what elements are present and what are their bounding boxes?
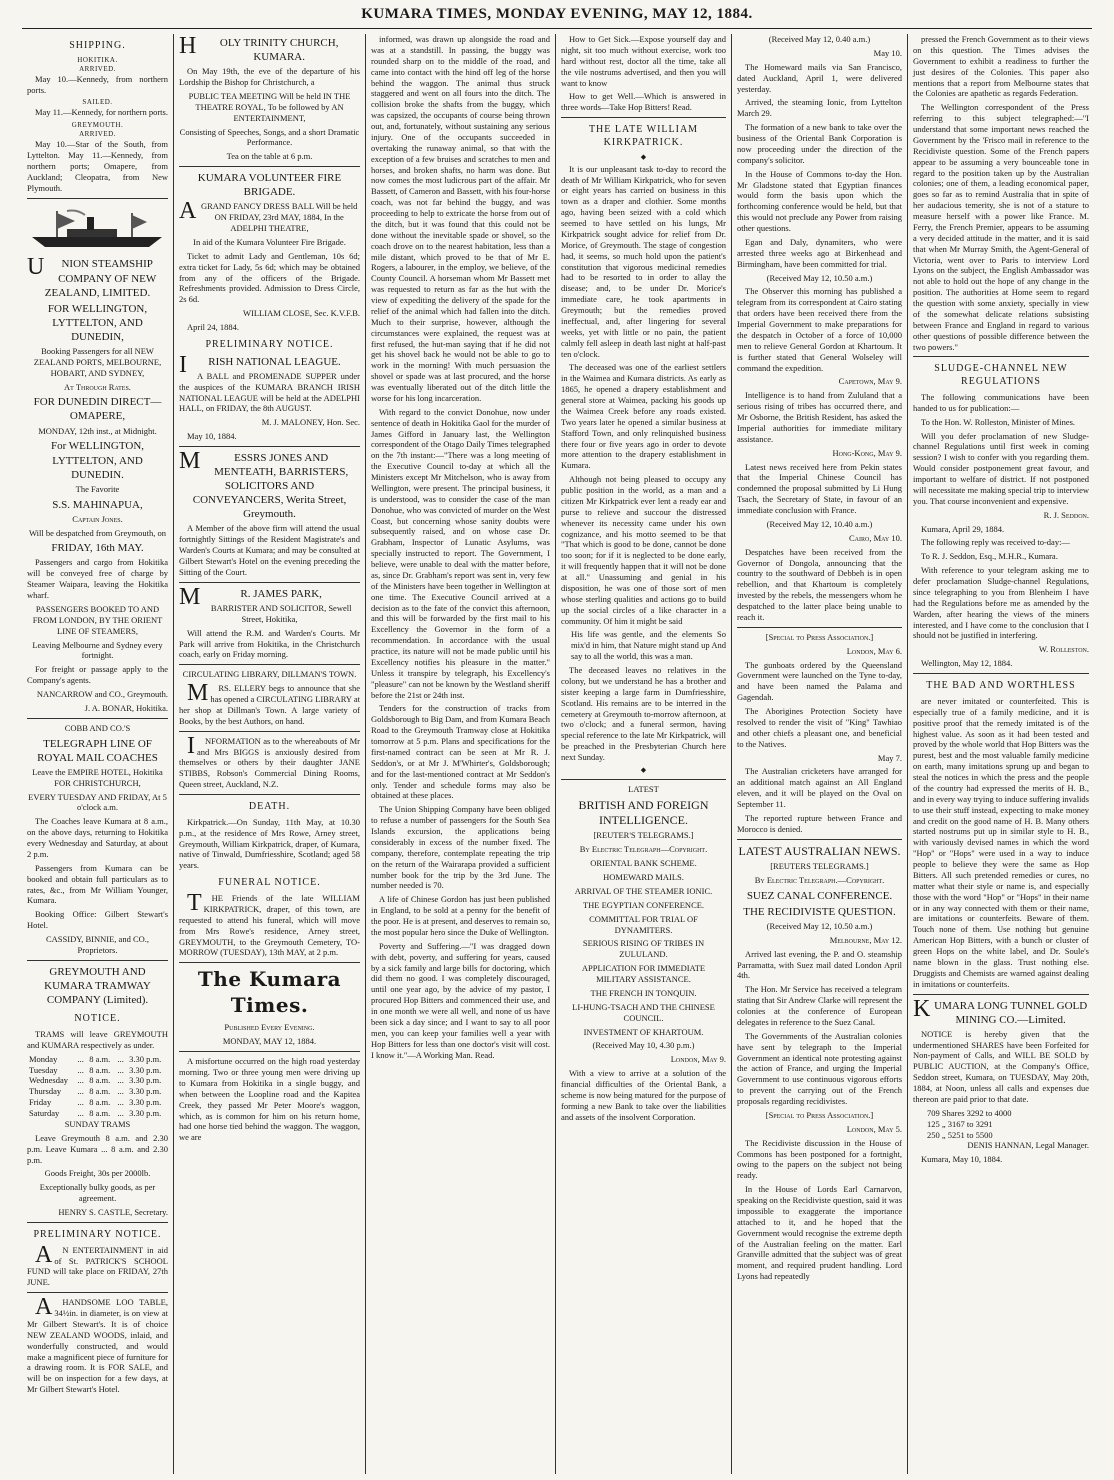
timetable-cell: ... xyxy=(117,1108,124,1119)
news-paragraph: With a view to arrive at a solution of the financial difficulties of the Oriental Bank, a scheme is now being matured for the purpose of forming a new Bank to take over the liabilities and assets of the insolvent Corporation. xyxy=(561,1068,726,1122)
divider xyxy=(179,664,360,665)
divider xyxy=(27,1222,168,1223)
timetable-cell: 3.30 p.m. xyxy=(129,1075,162,1086)
shipping-entry: May 10.—Kennedy, from northern ports. xyxy=(27,73,168,95)
arrived-label: ARRIVED. xyxy=(79,64,116,73)
masthead-rule xyxy=(22,28,1092,29)
church-heading: HOLY TRINITY CHURCH, KUMARA. xyxy=(179,34,339,64)
timetable-row xyxy=(27,1086,168,1097)
article-paragraph: informed, was drawn up alongside the road and was at a standstill. In passing, the buggy was rounded sharp on to the middle of the road, and came into contact with the hind off leg of the horse behind the waggon. The animal thus struck staggered and went on all fours into the ditch. The collision broke the shafts from the buggy, which was capsized, the occupants of course being thrown out, and, fortunately, without sustaining any serious injury. One of the occupants succeeded in overtaking the runaway animal, so that with the exception of a few bruises and scratches to men and horses, and broken shafts, no harm was done. But now comes the most ludicrous part of the affair. Mr Bassett, of Cameron and Bassett, with his four-horse coach, was not far behind the buggy, and was proceeding to help to extricate the horse from out of the ditch, but it was found that this could not be done without the inevitable spade or shovel, so the coach drove on to the nearest habitation, less than a mile distant, which proved to be that of Mr E. Rogers, a labourer, in the employ, we believe, of the County Council. A horseman whom Mr Bassett met was requested to return as far as the hut with the view of expediting the delivery of the spade for the relief of the animal which had fallen into the ditch. Much to their surprise, however, although the circumstances were explained, the request was at first refused, the hut-man saying that if he did not get his shovel back he would not be able to go to work in the morning! With much persuasion the shovel or spade was at last procured, and the horse was eventually liberated out of the ditch little the worse for his long incarceration. xyxy=(371,34,551,403)
booking-office: Booking Office: Gilbert Stewart's Hotel. xyxy=(27,909,168,931)
news-paragraph: Arrived last evening, the P. and O. steamship Parramatta, with Suez mail dated London April 4th. xyxy=(737,948,902,981)
timetable-cell: Tuesday xyxy=(29,1064,58,1075)
sunday-heading: SUNDAY TRAMS xyxy=(64,1118,131,1129)
news-headline: SERIOUS RISING OF TRIBES IN ZULULAND. xyxy=(582,938,705,960)
notice-date: May 10, 1884. xyxy=(187,431,237,442)
secretary: WILLIAM CLOSE, Sec. K.V.F.B. xyxy=(243,308,360,319)
received-time: (Received May 12, 10.50 a.m.) xyxy=(766,920,873,931)
news-headline: THE EGYPTIAN CONFERENCE. xyxy=(582,899,705,910)
timetable-cell: 8 a.m. xyxy=(89,1053,111,1064)
news-headline: LI-HUNG-TSACH AND THE CHINESE COUNCIL. xyxy=(572,1001,715,1023)
notice-date: April 24, 1884. xyxy=(187,322,239,333)
masthead: KUMARA TIMES, MONDAY EVENING, MAY 12, 1884. xyxy=(361,6,753,22)
article-paragraph: The Union Shipping Company have been obliged to refuse a number of passengers for the South Sea Islands excursion, the applications being considerably in excess of the number fixed. The company, therefore, contemplate repeating the trip on the return of the Wairarapa provided a sufficient number book for the trip by the 3rd June. The number needed is 70. xyxy=(371,804,550,891)
proprietors: CASSIDY, BINNIE, and CO., Proprietors. xyxy=(45,934,150,955)
signature: W. Rolleston. xyxy=(1038,644,1089,655)
news-paragraph: Arrived, the steaming Ionic, from Lyttelton March 29. xyxy=(737,97,902,119)
article-accident: A misfortune occurred on the high road yesterday morning. Two or three young men were driving up to Kumara from Hokitika in a single buggy, and when between the Loopline road and the Kapitea Creek, they passed Mr Peter Moore's waggon, which, as is common for him on his return home, had one horse tied behind the waggon. The waggon, we are xyxy=(179,1056,360,1143)
share-entry: 125 „ 3167 to 3291 xyxy=(927,1118,993,1129)
divider xyxy=(737,839,902,840)
timetable-cell: ... xyxy=(117,1097,124,1108)
columns xyxy=(22,34,1094,1474)
news-paragraph: The Wellington correspondent of the Press referring to this subject telegraphed:—"I understand that some important news reached the Government by the 'Frisco mail in reference to the Recidiviste question. Some of the French papers appear to be assuming a very bounceable tone in regard to the position taken up by the Australian colonies; one of them, a leading economical paper, goes so far as to remind Australia that in spite of her audacious temerity, she is not of a stature to measure herself with a power like France. M. Ferry, the French Premier, appears to be assuming a very decided attitude in the matter, and it is said that when Mr Murray Smith, the Agent-General of Victoria, went over to Paris to interview Lord Lyons on the subject, the English Ambassador was not able to hold out the hope of any change in the position. The authorities at Home seem to regard the question with some anxiety, specially in view of the somewhat delicate relations subsisting between France and England in regard to various other questions of possible difference between the two powers." xyxy=(913,102,1089,352)
obituary-verse: His life was gentle, and the elements So mix'd in him, that Nature might stand up And say to all the world, this was a man. xyxy=(571,629,726,662)
news-headline: ORIENTAL BANK SCHEME. xyxy=(590,858,697,869)
news-headline: THE FRENCH IN TONQUIN. xyxy=(590,987,697,998)
funeral-notice: THE Friends of the late WILLIAM KIRKPATRICK, draper, of this town, are requested to attend his funeral, which will move from Mrs Rowe's residence, Arney street, GREYMOUTH, to the Greymouth Cemetery, TO-MORROW (TUESDAY), 13th MAY, at 2 p.m. xyxy=(179,890,360,958)
divider xyxy=(179,962,360,963)
divider xyxy=(913,994,1089,995)
divider xyxy=(27,1292,168,1293)
news-headline: THE RECIDIVISTE QUESTION. xyxy=(743,905,896,918)
park-title: BARRISTER AND SOLICITOR, Sewell Street, Hokitika, xyxy=(210,602,352,624)
union-booking: Booking Passengers for all NEW ZEALAND PORTS, MELBOURNE, HOBART, AND SYDNEY, xyxy=(33,345,162,378)
tea-program: Consisting of Speeches, Songs, and a short Dramatic Performance. xyxy=(179,126,360,148)
news-paragraph: Despatches have been received from the Governor of Dongola, announcing that the country to the southward of Debbeh is in open rebellion, and that Khartoum is completely invested by the rebels, the messengers whom he despatched to the latter place being unable to reach it. xyxy=(737,546,902,622)
reuters-label: [REUTER'S TELEGRAMS.] xyxy=(593,830,694,841)
passengers-text: Passengers and cargo from Hokitika will be conveyed free of charge by Steamer Waipara, leaving the Hokitika wharf. xyxy=(27,557,168,601)
prelim-heading: PRELIMINARY NOTICE. xyxy=(33,1228,162,1240)
timetable-cell: ... xyxy=(117,1064,124,1075)
tunnel-heading: KUMARA LONG TUNNEL GOLD MINING CO.—Limited. xyxy=(913,995,1088,1026)
news-paragraph: The following communications have been handed to us for publication:— xyxy=(913,391,1089,413)
telegram-text: With reference to your telegram asking me to defer proclamation Sludge-channel Regulations, since telegraphing to you from Blenheim I have had the Regulations before me as amended by the Warden, after hearing the views of the miners interested, and I have come to the conclusion that I should not be justified in interfering. xyxy=(913,565,1089,641)
news-headline: INVESTMENT OF KHARTOUM. xyxy=(583,1026,704,1037)
dunedin-heading: FOR DUNEDIN DIRECT— OMAPERE, xyxy=(33,396,162,423)
irish-league-heading: IRISH NATIONAL LEAGUE. xyxy=(179,351,341,378)
ornament: ◆ xyxy=(640,152,647,161)
timetable-cell: ... xyxy=(117,1086,124,1097)
timetable-cell: ... xyxy=(117,1075,124,1086)
divider xyxy=(179,446,360,447)
timetable-cell: 8 a.m. xyxy=(89,1086,111,1097)
sludge-heading: SLUDGE-CHANNEL NEW REGULATIONS xyxy=(934,363,1068,388)
news-paragraph: The Governments of the Australian colonies have sent by telegraph to the Imperial Government an identical note protesting against the action of France, and urging the Imperial Government to use continuous vigorous efforts to prevent the carrying out of the French proposals regarding recidivistes. xyxy=(737,1030,902,1107)
telegram-text: Will you defer proclamation of new Sludge-channel Regulations until first week in coming session? I wish to confer with you regarding them. Would consider postponement great favour, and important to welfare of district. If not postponed will necessitate me making special trip to interview you. That course inconvenient and expensive. xyxy=(913,430,1089,506)
news-paragraph: The gunboats ordered by the Queensland Government were launched on the Tyne to-day, and have been named the Palama and Gagendah. xyxy=(737,659,902,703)
received-time: (Received May 10, 4.30 p.m.) xyxy=(592,1040,695,1051)
notice-date: Kumara, May 10, 1884. xyxy=(921,1154,1003,1165)
coach-text: The Coaches leave Kumara at 8 a.m., on the above days, returning to Hokitika every Wednesday and Saturday, at about 2 p.m. xyxy=(27,816,168,859)
column-3 xyxy=(366,34,556,1474)
ornament: ◆ xyxy=(640,765,647,774)
tea-time: Tea on the table at 6 p.m. xyxy=(226,151,313,162)
article-paragraph: Tenders for the construction of tracks from Goldsborough to Big Dam, and from Kumara Beach Road to the Greymouth Tramway close at Hokitika tomorrow at 5 p.m. Plans and specifications for the first-named contract can be seen at Mr R. J. Seddon's, or at Mr J. M'Whirter's, Goldsborough; and for the last-mentioned contract at Mr Seddon's only. Tender and schedule forms may also be obtained at these places. xyxy=(371,703,550,801)
death-heading: DEATH. xyxy=(248,801,291,813)
telegram-date: Kumara, April 29, 1884. xyxy=(921,523,1005,534)
divider xyxy=(179,582,360,583)
port-label: HOKITIKA. xyxy=(77,55,118,64)
obituary-heading: THE LATE WILLIAM KIRKPATRICK. xyxy=(588,124,699,148)
hop-bitters-heading: THE BAD AND WORTHLESS xyxy=(926,680,1076,692)
dateline: Melbourne, May 12. xyxy=(829,934,902,945)
news-paragraph: In the House of Lords Earl Carnarvon, speaking on the Recidiviste question, said it was impossible to exaggerate the importance attached to it, and he hoped that the Government would recognise the extreme depth of the Australian feeling on the matter. Earl Granville admitted that the subject was of great moment, and required prudent handling. Lord Lyons had repeatedly xyxy=(737,1184,902,1282)
obituary-paragraph: The deceased leaves no relatives in the colony, but we understand he has a brother and sister keeping a large farm in Dumfriesshire, Scotland. His remains are to be interred in the cemetery at Greymouth to-morrow afternoon, at two o'clock; and a funeral sermon, having special reference to the late Mr Kirkpatrick, will be preached in the Presbyterian Church here next Sunday. xyxy=(561,665,726,763)
port-label: GREYMOUTH. xyxy=(71,121,124,130)
ball-notice: AGRAND FANCY DRESS BALL Will be held ON FRIDAY, 23rd MAY, 1884, In the ADELPHI THEATRE, xyxy=(179,198,358,234)
timetable-cell: 8 a.m. xyxy=(89,1075,111,1086)
article-paragraph: How to Get Sick.—Expose yourself day and night, sit too much without exercise, work too hard without rest, doctor all the time, take all the vile nostrums advertised, and then you will want to know xyxy=(561,34,726,88)
steamship-icon xyxy=(27,207,167,249)
legal-manager: DENIS HANNAN, Legal Manager. xyxy=(967,1140,1089,1151)
column-5 xyxy=(732,34,908,1474)
timetable-cell: Thursday xyxy=(29,1086,62,1097)
special-label: [Special to Press Association.] xyxy=(765,1109,874,1120)
timetable-cell: Friday xyxy=(29,1097,52,1108)
timetable-cell: 3.30 p.m. xyxy=(129,1108,162,1119)
hop-bitters-text: are never imitated or counterfeited. This is especially true of a family medicine, and it is positive proof that the remedy imitated is of the highest value. As soon as it had been tested and proved by the whole world that Hop Bitters was the purest, best and the most valuable family medicine on earth, many imitations sprung up and began to steal the notices in which the press and the people of the country had expressed the merits of H. B., and in every way trying to induce suffering invalids to use their stuff instead, expecting to make money and credit on the good name of H. B. Many others started nostrums put up in similar style to H. B., with variously devised names in which the word "Hop" or "Hops" were used in a way to induce people to believe they were the same as Hop Bitters. All such pretended remedies or cures, no matter what their style or name is, and especially those with the word "Hop" or "Hops" in their name or in any way connected with them or their name, are imitations or counterfeits. Beware of them. Touch none of them. Use nothing but genuine American Hop Bitters, with a bunch or cluster of green Hops on the white label, and Dr. Soule's name blown in the glass. Trust nothing else. Druggists and Chemists are warned against dealing in imitations or counterfeits. xyxy=(913,695,1089,989)
copyright-label: By Electric Telegraph—Copyright. xyxy=(579,844,708,855)
timetable-cell: Saturday xyxy=(29,1108,60,1119)
latest-label: LATEST xyxy=(628,783,659,794)
news-paragraph: The Homeward mails via San Francisco, dated Auckland, April 1, were delivered yesterday. xyxy=(737,61,902,94)
tramway-heading: GREYMOUTH AND KUMARA TRAMWAY COMPANY (Limited). xyxy=(44,965,151,1007)
coach-days: EVERY TUESDAY AND FRIDAY, At 5 o'clock a.m. xyxy=(28,791,167,813)
intelligence-heading: BRITISH AND FOREIGN INTELLIGENCE. xyxy=(578,797,709,828)
australian-heading: LATEST AUSTRALIAN NEWS. xyxy=(738,843,901,858)
divider xyxy=(561,779,726,780)
timetable-cell: ... xyxy=(117,1053,124,1064)
sailed-label: SAILED. xyxy=(82,98,113,107)
secretary: M. J. MALONEY, Hon. Sec. xyxy=(261,417,360,428)
coach-departure: Leave the EMPIRE HOTEL, Hokitika FOR CHRISTCHURCH, xyxy=(32,766,163,788)
dateline: Capetown, May 9. xyxy=(838,376,902,387)
timetable-cell: 3.30 p.m. xyxy=(129,1064,162,1075)
news-paragraph: Latest news received here from Pekin states that the Imperial Chinese Council has condemned the proposal submitted by Li Hung Tsach, the Secretary of State, in favour of an immediate conclusion with France. xyxy=(737,461,902,515)
timetable-row xyxy=(27,1054,168,1065)
divider xyxy=(27,960,168,961)
share-entry: 250 „ 5251 to 5500 xyxy=(927,1129,993,1140)
news-paragraph: The Recidiviste discussion in the House of Commons has been postponed for a fortnight, owing to the papers on the subject not being ready. xyxy=(737,1137,902,1181)
dateline: Cairo, May 10. xyxy=(848,532,902,543)
agent-name: J. A. BONAR, Hokitika. xyxy=(84,702,168,713)
secretary: HENRY S. CASTLE, Secretary. xyxy=(58,1207,168,1218)
goods-freight: Goods Freight, 30s per 2000lb. xyxy=(44,1168,151,1179)
arrived-label: ARRIVED. xyxy=(79,130,116,139)
ship-name: S.S. MAHINAPUA, xyxy=(52,498,143,511)
trams-text: TRAMS will leave GREYMOUTH and KUMARA respectively as under. xyxy=(27,1028,168,1050)
divider xyxy=(561,117,726,118)
news-paragraph: Intelligence is to hand from Zululand that a serious rising of tribes has occurred there, and Mr Osborne, the British Resident, has asked the Imperial authorities for immediate military assistance. xyxy=(737,390,902,444)
news-paragraph: Egan and Daly, dynamiters, who were arrested three weeks ago at Birkenhead and Birmingham, have been committed for trial. xyxy=(737,236,902,269)
tea-meeting: PUBLIC TEA MEETING Will be held IN THE THEATRE ROYAL, To be followed by AN ENTERTAINMENT, xyxy=(188,90,351,123)
shipping-entry: May 11.—Kennedy, for northern ports. xyxy=(35,107,168,118)
divider xyxy=(913,673,1089,674)
news-headline: ARRIVAL OF THE STEAMER IONIC. xyxy=(574,885,713,896)
fire-brigade-heading: KUMARA VOLUNTEER FIRE BRIGADE. xyxy=(197,172,342,199)
paper-title: The Kumara Times. xyxy=(197,967,342,1017)
news-headline: HOMEWARD MAILS. xyxy=(603,872,684,883)
news-headline: APPLICATION FOR IMMEDIATE MILITARY ASSISTANCE. xyxy=(581,963,706,985)
article-paragraph: With regard to the convict Donohue, now under sentence of death in Hokitika Gaol for the murder of James Gifford in January last, the Wellington correspondent of the Otago Daily Times telegraphed on the 7th instant:—"There was a long meeting of the Executive Council to-day at which all the Ministers except Mr Mitchelson, who is away from Wellington, were present. The principal business, it is understood, was to consider the case of the man Donohue, who was convicted of murder on the West Coast, but concerning whose sanity doubts were subsequently raised, and on whose case Dr. Grabham, Inspector of Lunatic Asylums, was specially instructed to report. The Government, I believe, were unable to deal with the matter before, as, since Dr. Grabham's report was sent in, very few of the Ministers have been together in Wellington at one time. The Executive Council arrived at a decision as to the fate of the convict this afternoon, and this will be forwarded by the first mail to his Excellency the Governor in the form of a recommendation. In accordance with the usual practice, its nature will not be made public until his Excellency notifies his pleasure in the matter." Unless it transpire by telegraph, his Excellency's "pleasure" can not be known by the Westland sheriff before the 21st or 24th inst. xyxy=(371,406,550,700)
timetable-row xyxy=(27,1075,168,1086)
article-paragraph: A life of Chinese Gordon has just been published in England, to be sold at a penny for the benefit of the poor. He is at present, and deserves to remain so, the most popular hero since the Duke of Wellington. xyxy=(371,894,550,937)
obituary-paragraph: The deceased was one of the earliest settlers in the Waimea and Kumara districts. As early as 1865, he opened a drapery establishment and general store at Waimea, packing his goods up the Waimea Creek before any roads existed. Two years later he opened a similar business at Stafford Town, and only relinquished business there four or five years ago in order to devote more attention to the drapery establishment in Kumara. xyxy=(561,362,726,471)
column-1 xyxy=(22,34,174,1474)
divider xyxy=(27,718,168,719)
divider xyxy=(179,731,360,732)
news-paragraph: The Observer this morning has published a telegram from its correspondent at Cairo stating that orders have been received there from the Imperial Government to make preparations for the despatch in October of a force of 10,000 men to relieve General Gordon at Khartoum. It is further stated that General Wolseley will command the expedition. xyxy=(737,286,902,373)
tunnel-notice: NOTICE is hereby given that the undermentioned SHARES have been Forfeited for Non-payment of Calls, and WILL BE SOLD by PUBLIC AUCTION, at the Company's Office, Seddon street, Kumara, on TUESDAY, May 20th, 1884, at Noon, unless all calls and expenses due thereon are paid prior to that date. xyxy=(913,1028,1089,1104)
dateline: Hong-Kong, May 9. xyxy=(832,447,902,458)
news-headline: SUEZ CANAL CONFERENCE. xyxy=(746,889,893,902)
dateline: May 10. xyxy=(873,47,902,58)
freight-text: For freight or passage apply to the Company's agents. xyxy=(27,664,168,686)
telegram-date: Wellington, May 12, 1884. xyxy=(921,658,1013,669)
church-text: On May 19th, the eve of the departure of his Lordship the Bishop for Christchurch, a xyxy=(179,66,360,88)
news-paragraph: The Australian cricketers have arranged for an additional match against an All England eleven, and it will be played on the Oval on September 11. xyxy=(737,766,902,809)
library-heading: CIRCULATING LIBRARY, DILLMAN'S TOWN. xyxy=(182,669,357,680)
union-heading: UNION STEAMSHIP COMPANY OF NEW ZEALAND, LIMITED. xyxy=(27,254,157,299)
despatch-date: FRIDAY, 16th MAY. xyxy=(51,542,144,555)
divider xyxy=(913,356,1089,357)
timetable-cell: Monday xyxy=(29,1053,58,1064)
divider xyxy=(179,166,360,167)
dateline: London, May 9. xyxy=(670,1054,726,1065)
timetable-row xyxy=(27,1065,168,1076)
article-paragraph: Poverty and Suffering.—"I was dragged down with debt, poverty, and suffering for years, caused by a sick family and large bills for doctoring, which did them no good. I was completely discouraged, until one year ago, by the advice of my pastor, I procured Hop Bitters and commenced their use, and in one month we were all well, and none of us have been sick a day since; and I want to say to all poor men, you can keep your families well a year with Hop Bitters for less than one doctor's visit will cost. I know it."—A Working Man. Read. xyxy=(371,940,550,1060)
tram-timetable xyxy=(27,1054,168,1119)
park-heading: MR. JAMES PARK, xyxy=(179,583,322,610)
copyright-label: By Electric Telegraph.—Copyright. xyxy=(754,874,885,885)
notice-heading: NOTICE. xyxy=(74,1013,121,1025)
news-paragraph: The Hon. Mr Service has received a telegram stating that Sir Andrew Clarke will represent the colonies at the conference of European delegates in reference to the Suez Canal. xyxy=(737,984,902,1027)
timetable-cell: 3.30 p.m. xyxy=(129,1086,162,1097)
news-headline: COMMITTAL FOR TRIAL OF DYNAMITERS. xyxy=(589,913,698,935)
column-2 xyxy=(174,34,366,1474)
death-notice: Kirkpatrick.—On Sunday, 11th May, at 10.30 p.m., at the residence of Mrs Rowe, Arney street, Greymouth, William Kirkpatrick, draper, of Kumara, native of Tinwald, Dumfriesshire, Scotland; aged 58 years. xyxy=(179,816,360,871)
union-routes: FOR WELLINGTON, LYTTELTON, AND DUNEDIN, xyxy=(47,302,148,343)
timetable-cell: ... xyxy=(77,1075,84,1086)
timetable-row xyxy=(27,1108,168,1119)
timetable-cell: 3.30 p.m. xyxy=(129,1097,162,1108)
solicitors-text: A Member of the above firm will attend the usual fortnightly Sittings of the Resident Magistrate's and Warden's Courts at Kumara; and may be consulted at Gilbert Stewart's Hotel on the evening preceding the Sitting of the Court. xyxy=(179,523,360,577)
dunedin-date: MONDAY, 12th inst., at Midnight. xyxy=(38,425,157,436)
timetable-cell: 3.30 p.m. xyxy=(129,1053,162,1064)
reuters-label: [REUTERS TELEGRAMS.] xyxy=(770,860,869,871)
loo-table-notice: AHANDSOME LOO TABLE, 34½in. in diameter, is on view at Mr Gilbert Stewart's. It is of choice NEW ZEALAND WOODS, inlaid, and wonderfully constructed, and would make a magnificent piece of furniture for a drawing room. It is FOR SALE, and will be on inspection for a few days, at Mr Gilbert Stewart's Hotel. xyxy=(27,1294,168,1395)
share-list xyxy=(913,1108,1089,1141)
orient-line: PASSENGERS BOOKED TO AND FROM LONDON, BY THE ORIENT LINE OF STEAMERS, xyxy=(32,603,163,636)
share-entry: 709 Shares 3292 to 4000 xyxy=(927,1107,1012,1118)
timetable-cell: ... xyxy=(77,1064,84,1075)
captain-name: Captain Jones. xyxy=(72,513,123,524)
signature: R. J. Seddon. xyxy=(1043,509,1089,520)
divider xyxy=(27,198,168,199)
addressee: To R. J. Seddon, Esq., M.H.R., Kumara. xyxy=(921,551,1058,562)
issue-date: MONDAY, MAY 12, 1884. xyxy=(222,1036,317,1047)
wellington-heading: For WELLINGTON, LYTTELTON, AND DUNEDIN. xyxy=(50,440,145,481)
news-paragraph: In the House of Commons to-day the Hon. Mr Gladstone stated that Egyptian finances would form the basis upon which the forthcoming conference would be held, but that this would not preclude any Power from raising other questions. xyxy=(737,168,902,233)
timetable-cell: 8 a.m. xyxy=(89,1097,111,1108)
timetable-cell: ... xyxy=(77,1108,84,1119)
news-paragraph: The formation of a new bank to take over the business of the Oriental Bank Corporation is now proceeding under the direction of the company's solicitor. xyxy=(737,122,902,165)
obituary-paragraph: It is our unpleasant task to-day to record the death of Mr William Kirkpatrick, who for seven or eight years has carried on business in this town as a draper and clothier. Some months ago, having been seized with a cold which seemed to have settled on his lungs, Mr Kirkpatrick sought advice for relief from Dr. Morice, of Greymouth. The stage of congestion had, it seems, so much hold upon the patient's constitution that vigorous medicinal remedies had to be resorted to in order to allay the disease; and, to be under Dr. Morice's immediate care, he took apartments in Greymouth; but the remedies proved ineffectual, and, after lingering for several weeks, yet with little or no pain, the patient calmly fell asleep in death last night at half-past ten o'clock. xyxy=(561,163,726,359)
news-paragraph: The Aborigines Protection Society have resolved to render the visit of "King" Tawhiao and other chiefs a pleasant one, and beneficial to the Natives. xyxy=(737,706,902,749)
divider xyxy=(737,627,902,628)
timetable-cell: 8 a.m. xyxy=(89,1064,111,1075)
timetable-cell: Wednesday xyxy=(29,1075,68,1086)
timetable-row xyxy=(27,1097,168,1108)
article-paragraph: How to get Well.—Which is answered in three words—Take Hop Bitters! Read. xyxy=(561,91,726,113)
addressee: To the Hon. W. Rolleston, Minister of Mines. xyxy=(921,416,1076,427)
union-rates: At Through Rates. xyxy=(64,381,131,392)
coach-booking-text: Passengers from Kumara can be booked and obtain full particulars as to rates, &c., from Mr William Younger, Kumara. xyxy=(27,862,168,906)
column-4 xyxy=(556,34,732,1474)
received-time: (Received May 12, 10.50 a.m.) xyxy=(766,272,873,283)
shipping-heading: SHIPPING. xyxy=(69,40,126,51)
news-paragraph: pressed the French Government as to their views on this question. The Times advises the Government to exhibit a readiness to further the just desires of the Colonies. This paper also mentions that a report from Melbourne states that the Colonies are apathetic as regards Federation. xyxy=(913,34,1089,99)
received-time: (Received May 12, 0.40 a.m.) xyxy=(768,34,871,44)
timetable-cell: ... xyxy=(77,1053,84,1064)
dateline: London, May 5. xyxy=(846,1123,902,1134)
bulky-goods: Exceptionally bulky goods, as per agreement. xyxy=(39,1182,156,1204)
timetable-cell: 8 a.m. xyxy=(89,1108,111,1119)
news-paragraph: The reported rupture between France and Morocco is denied. xyxy=(737,812,902,834)
park-text: Will attend the R.M. and Warden's Courts. Mr Park will arrive from Hokitika, in the Christchurch coach, early on Friday morning. xyxy=(179,627,360,660)
entertainment-notice: AN ENTERTAINMENT in aid of St. PATRICK'S SCHOOL FUND will take place on FRIDAY, 27th JUNE. xyxy=(27,1241,168,1288)
funeral-heading: FUNERAL NOTICE. xyxy=(218,877,321,889)
favorite-label: The Favorite xyxy=(75,483,120,494)
divider xyxy=(179,794,360,795)
ball-aid: In aid of the Kumara Volunteer Fire Brigade. xyxy=(193,236,346,247)
agent-name: NANCARROW and CO., Greymouth. xyxy=(36,689,168,700)
timetable-cell: ... xyxy=(77,1086,84,1097)
telegraph-heading: TELEGRAPH LINE OF ROYAL MAIL COACHES xyxy=(37,737,158,764)
dateline: May 7. xyxy=(877,752,902,763)
received-time: (Received May 12, 10.40 a.m.) xyxy=(766,518,873,529)
prelim-heading: PRELIMINARY NOTICE. xyxy=(205,338,334,350)
news-paragraph: The following reply was received to-day:— xyxy=(921,537,1070,548)
dateline: London, May 6. xyxy=(846,645,902,656)
divider xyxy=(179,1051,360,1052)
shipping-entry: May 10.—Star of the South, from Lyttelton. May 11.—Kennedy, from northern ports; Omapere, from Auckland; Cleopatra, from New Plymouth. xyxy=(27,139,168,193)
column-6 xyxy=(908,34,1094,1474)
ticket-text: Ticket to admit Lady and Gentleman, 10s 6d; extra ticket for Lady, 5s 6d; which may be obtained from any of the officers of the Brigade. Refreshments provided. Admission to Dress Circle, 2s 6d. xyxy=(179,250,360,305)
orient-schedule: Leaving Melbourne and Sydney every fortnight. xyxy=(32,639,163,661)
cobb-heading: COBB AND CO.'S xyxy=(64,722,131,733)
timetable-cell: ... xyxy=(77,1097,84,1108)
irish-league-text: A BALL and PROMENADE SUPPER under the auspices of the KUMARA BRANCH IRISH NATIONAL LEAGUE will be held at the ADELPHI HALL, on FRIDAY, the 8th AUGUST. xyxy=(179,370,360,414)
sunday-text: Leave Greymouth 8 a.m. and 2.30 p.m. Leave Kumara ... 8 a.m. and 2.30 p.m. xyxy=(27,1132,168,1165)
solicitors-heading: MESSRS JONES AND MENTEATH, BARRISTERS, SOLICITORS AND CONVEYANCERS, Werita Street, Greymouth. xyxy=(179,448,349,521)
special-label: [Special to Press Association.] xyxy=(765,631,874,642)
library-text: MRS. ELLERY begs to announce that she has opened a CIRCULATING LIBRARY at her shop at Dillman's Town. A large variety of Books, by the best Authors, on hand. xyxy=(179,680,360,726)
obituary-paragraph: Although not being pleased to occupy any public position in the world, as a man and a citizen Mr Kirkpatrick ever lent a ready ear and purse to relieve and succour the distressed whenever its necessity came under his own cognizance, and his motto seemed to be that "That which is good to be done, cannot be done too soon; for if it is neglected to be done early, it will frequently happen that it will not be done at all." Unassuming and genial in his disposition, he was one of those sort of men whose sterling qualities and actions go to build up the social circles of a like character in a community. Of him it might be said xyxy=(561,474,726,626)
published-line: Published Every Evening. xyxy=(224,1022,315,1033)
information-notice: INFORMATION as to the whereabouts of Mr and Mrs BIGGS is anxiously desired from themselves or others by their daughter JANE STIBBS, Robson's Commercial Dining Rooms, Queen street, Auckland, N.Z. xyxy=(179,732,360,790)
despatch-text: Will be despatched from Greymouth, on xyxy=(28,527,167,538)
